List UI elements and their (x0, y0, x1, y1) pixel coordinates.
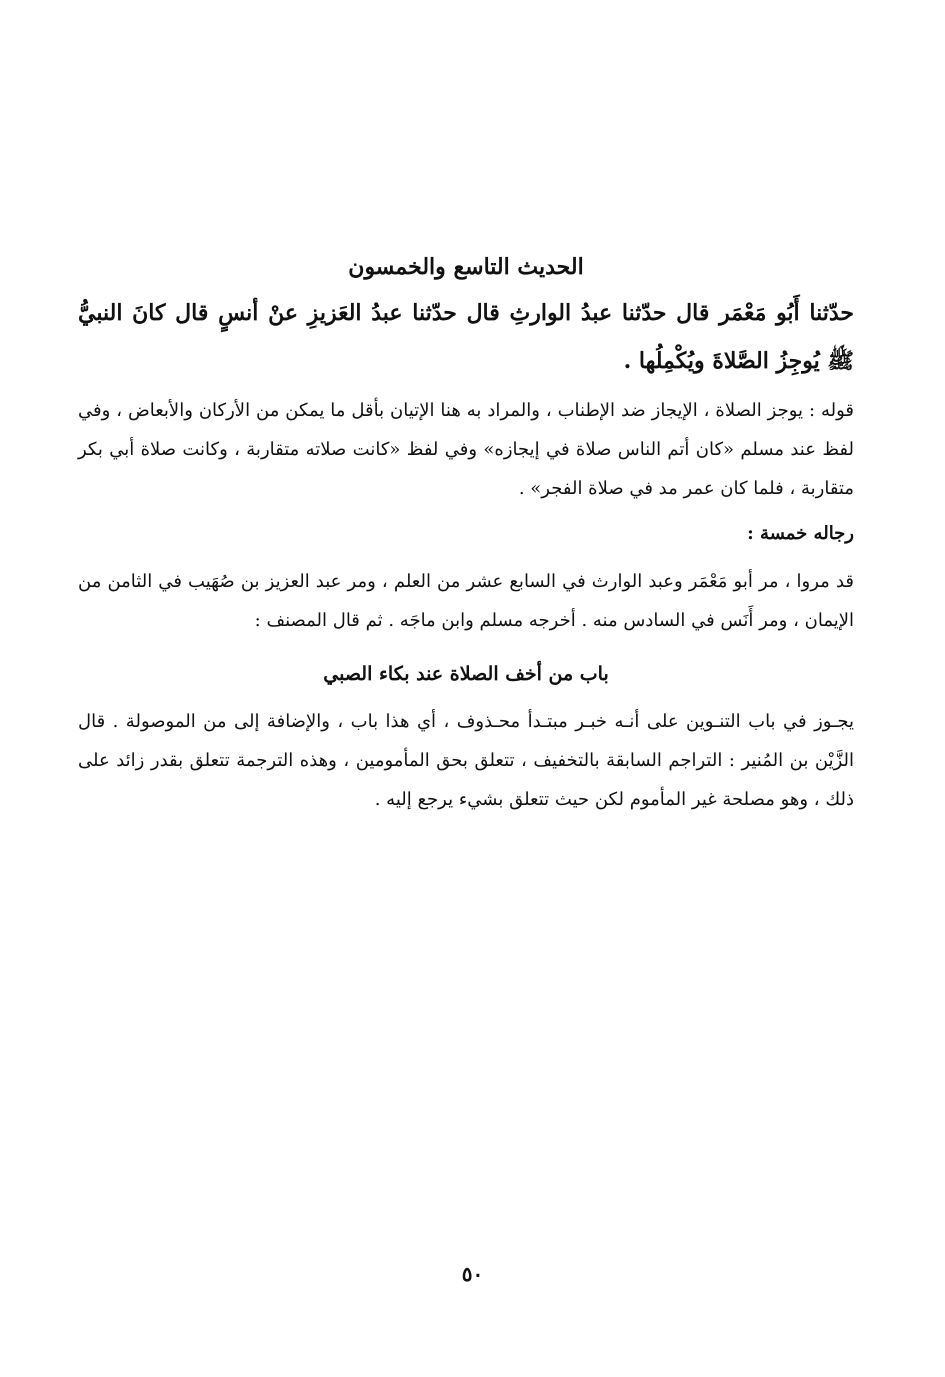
chapter-title: باب من أخف الصلاة عند بكاء الصبي (323, 663, 609, 685)
narrators-heading: رجاله خمسة : (747, 523, 854, 544)
hadith-text: حدّثنا أَبُو مَعْمَر قال حدّثنا عبدُ الوارثِ قال حدّثنا عبدُ العَزيزِ عنْ أنسٍ قال كانَ النبيُّ ﷺ يُوجِزُ الصَّلاةَ ويُكْمِلُها . (78, 300, 854, 374)
chapter-paragraph: يجـوز في باب التنـوين على أنـه خبـر مبتـدأ محـذوف ، أي هذا باب ، والإضافة إلى من الموصولة . قال الزَّيْن بن المُنير : التراجم السابقة بالتخفيف ، تتعلق بحق المأمومين ، وهذه الترجمة تتعلق بقدر زائد على ذلك ، وهو مصلحة غير المأموم لكن حيث تتعلق بشيء يرجع إليه . (78, 711, 854, 810)
page-number: ٥٠ (461, 1262, 484, 1286)
hadith-heading: الحديث التاسع والخمسون (348, 254, 584, 280)
explanation-paragraph: قوله : يوجز الصلاة ، الإيجاز ضد الإطناب ، والمراد به هنا الإتيان بأقل ما يمكن من الأركان والأبعاض ، وفي لفظ عند مسلم «كان أتم الناس صلاة في إيجازه» وفي لفظ «كانت صلاته متقاربة ، وكانت صلاة أبي بكر متقاربة ، فلما كان عمر مد في صلاة الفجر» . (78, 400, 854, 499)
page-body (78, 245, 854, 819)
narrators-paragraph: قد مروا ، مر أبو مَعْمَر وعبد الوارث في السابع عشر من العلم ، ومر عبد العزيز بن صُهَيب في الثامن من الإيمان ، ومر أَنَس في السادس منه . أخرجه مسلم وابن ماجَه . ثم قال المصنف : (78, 571, 854, 631)
